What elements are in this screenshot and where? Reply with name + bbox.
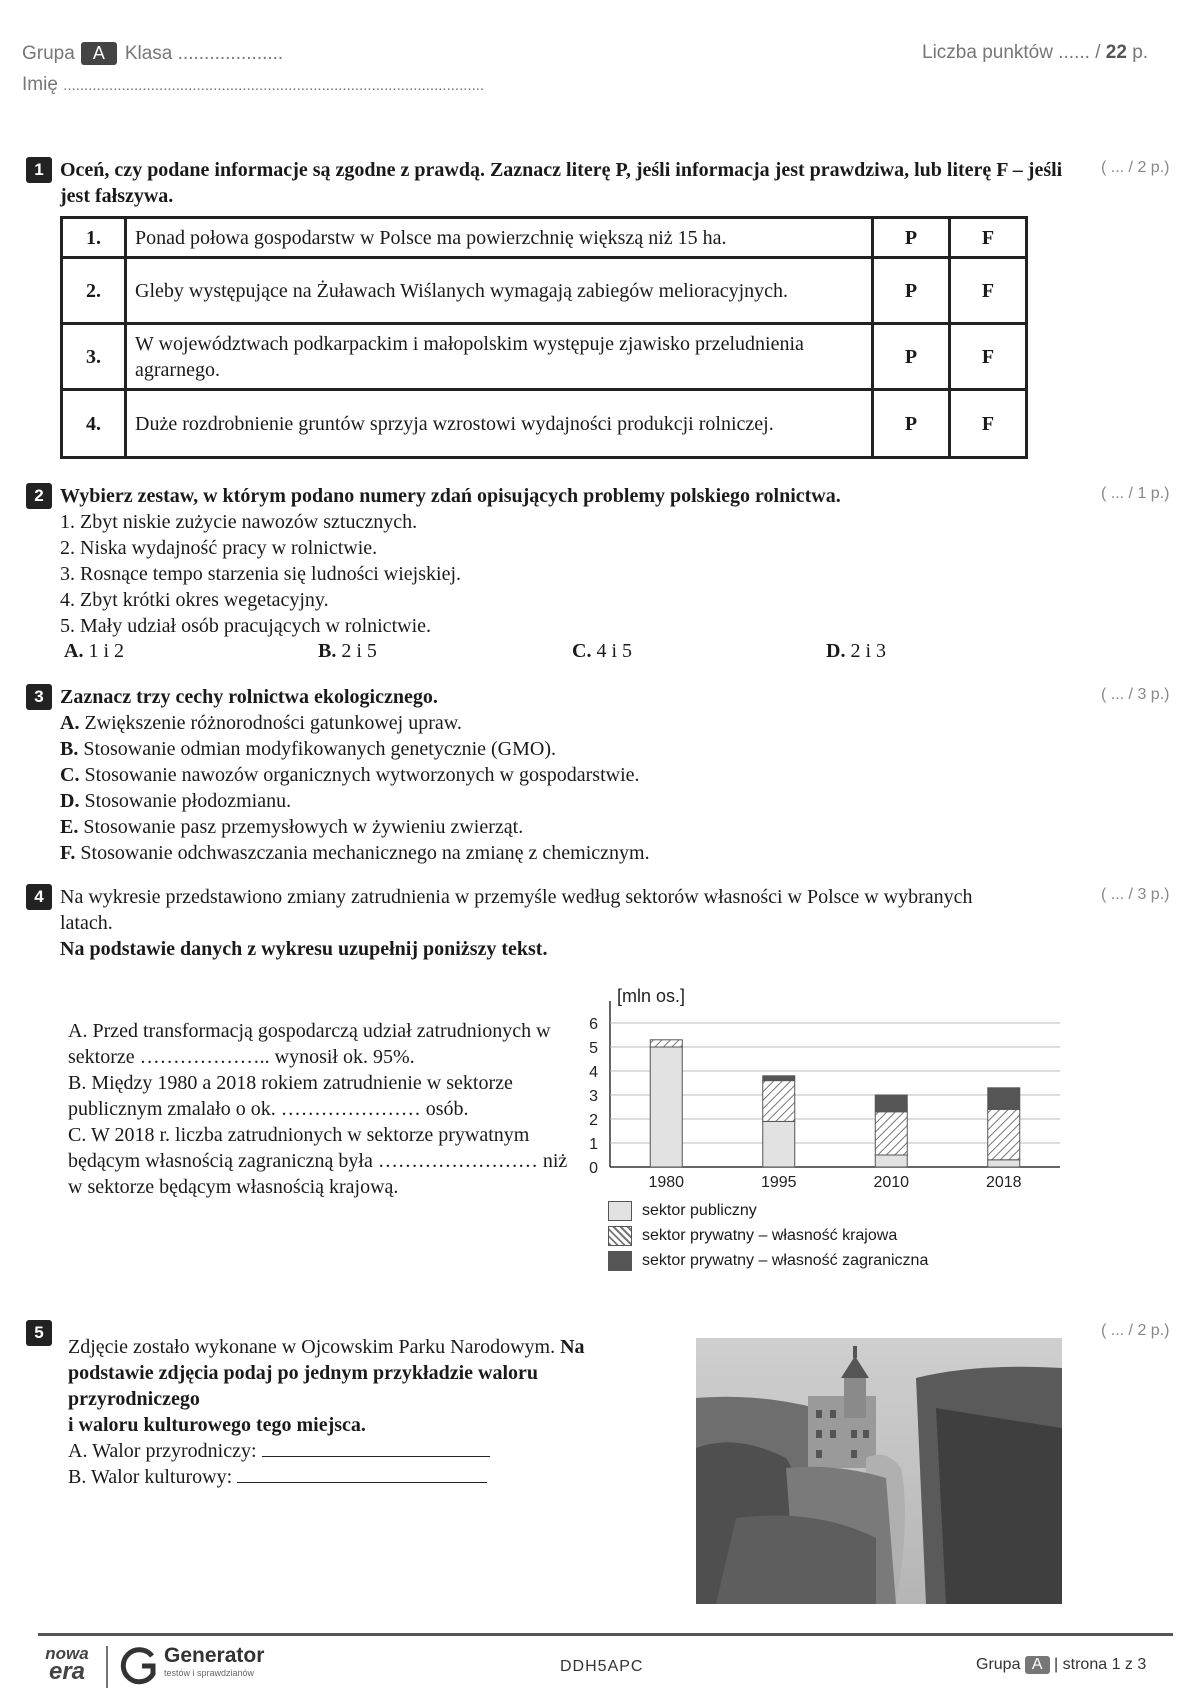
question-5-instruction: przyrodniczego <box>68 1388 200 1410</box>
footer-page-info <box>976 1656 1146 1674</box>
statement-text: Duże rozdrobnienie gruntów sprzyja wzrostowi wydajności produkcji rolniczej. <box>126 390 873 458</box>
legend-swatch-domestic <box>608 1226 632 1246</box>
bar-segment-foreign <box>988 1088 1020 1110</box>
logo-separator <box>106 1646 108 1688</box>
y-axis-label: [mln os.] <box>617 986 686 1006</box>
question-number-5: 5 <box>26 1320 52 1346</box>
answer-option[interactable]: B. Stosowanie odmian modyfikowanych genetycznie (GMO). <box>60 738 557 760</box>
option-false[interactable]: F <box>950 324 1027 390</box>
y-tick-label: 6 <box>589 1016 598 1033</box>
question-5-instruction: podstawie zdjęcia podaj po jednym przykładzie waloru <box>68 1362 538 1384</box>
list-item: 5. Mały udział osób pracujących w rolnictwie. <box>60 615 431 637</box>
answer-option-d[interactable]: D. 2 i 3 <box>826 640 887 662</box>
answer-option[interactable]: F. Stosowanie odchwaszczania mechanicznego na zmianę z chemicznym. <box>60 842 650 864</box>
y-tick-label: 5 <box>589 1040 598 1057</box>
employment-chart <box>560 980 1080 1191</box>
answer-option-c[interactable]: C. 4 i 5 <box>572 640 633 662</box>
option-true[interactable]: P <box>873 390 950 458</box>
row-number: 2. <box>62 258 126 324</box>
y-tick-label: 1 <box>589 1136 598 1153</box>
header-group <box>22 42 283 65</box>
question-1-instruction: Oceń, czy podane informacje są zgodne z prawdą. Zaznacz literę P, jeśli informacja jest prawdziwa, lub literę F – jeśli jest fałszywa. <box>60 159 1063 207</box>
generator-g-icon <box>120 1646 160 1688</box>
question-5-instruction: i waloru kulturowego tego miejsca. <box>68 1414 366 1436</box>
row-number: 4. <box>62 390 126 458</box>
question-4-points: ( ... / 3 p.) <box>1101 886 1170 903</box>
document-code: DDH5APC <box>560 1658 644 1675</box>
question-4-header <box>60 884 1020 962</box>
bar-segment-foreign <box>763 1076 795 1081</box>
row-number: 1. <box>62 218 126 258</box>
group-label: Grupa <box>22 43 75 64</box>
ojcow-castle-photo <box>696 1338 1062 1604</box>
question-3-points: ( ... / 3 p.) <box>1101 686 1170 703</box>
logo-text-bottom: era <box>48 1658 86 1685</box>
y-tick-label: 2 <box>589 1112 598 1129</box>
name-label: Imię <box>22 74 58 95</box>
answer-option[interactable]: A. Zwiększenie różnorodności gatunkowej upraw. <box>60 712 462 734</box>
bar-segment-foreign <box>875 1095 907 1112</box>
legend-swatch-public <box>608 1201 632 1221</box>
question-number-1: 1 <box>26 157 52 183</box>
logo-text-top: nowa <box>45 1644 89 1663</box>
question-4-intro: Na wykresie przedstawiono zmiany zatrudnienia w przemyśle według sektorów własności w Polsce w wybranych latach. <box>60 886 973 934</box>
question-1-points: ( ... / 2 p.) <box>1101 159 1170 176</box>
legend-swatch-foreign <box>608 1251 632 1271</box>
legend-label: sektor publiczny <box>642 1202 757 1219</box>
fill-in-c[interactable]: C. W 2018 r. liczba zatrudnionych w sektorze prywatnym będącym własnością zagraniczną była …………………… niż w sektorze będącym własnością krajową. <box>68 1124 568 1198</box>
question-2-body <box>60 483 1080 639</box>
y-tick-label: 4 <box>589 1064 598 1081</box>
bar-segment-domestic <box>650 1040 682 1047</box>
question-3-instruction: Zaznacz trzy cechy rolnictwa ekologicznego. <box>60 686 438 708</box>
generator-subtitle: testów i sprawdzianów <box>164 1668 255 1678</box>
legend-item <box>608 1200 928 1225</box>
option-true[interactable]: P <box>873 258 950 324</box>
legend-item <box>608 1250 928 1275</box>
x-tick-label: 1980 <box>648 1174 685 1191</box>
question-4-instruction: Na podstawie danych z wykresu uzupełnij poniższy tekst. <box>60 938 548 960</box>
points-suffix: p. <box>1132 42 1149 63</box>
nowa-era-logo <box>40 1644 94 1685</box>
table-row <box>62 390 1027 458</box>
page-number: | strona 1 z 3 <box>1054 1656 1147 1673</box>
list-item: 1. Zbyt niskie zużycie nawozów sztucznych. <box>60 511 418 533</box>
question-2-answers <box>64 640 1064 668</box>
option-false[interactable]: F <box>950 390 1027 458</box>
group-badge: A <box>81 42 117 65</box>
y-tick-label: 0 <box>589 1160 598 1177</box>
legend-label: sektor prywatny – własność krajowa <box>642 1227 898 1244</box>
option-true[interactable]: P <box>873 218 950 258</box>
question-2-instruction: Wybierz zestaw, w którym podano numery zdań opisujących problemy polskiego rolnictwa. <box>60 485 841 507</box>
question-number-2: 2 <box>26 483 52 509</box>
name-field[interactable]: ..................................................................................................... <box>63 77 485 94</box>
question-5-points: ( ... / 2 p.) <box>1101 1322 1170 1339</box>
x-tick-label: 2010 <box>873 1174 910 1191</box>
bar-segment-domestic <box>875 1112 907 1155</box>
question-5-body <box>68 1334 668 1490</box>
bar-segment-domestic <box>763 1081 795 1122</box>
option-false[interactable]: F <box>950 258 1027 324</box>
answer-field-cultural[interactable]: B. Walor kulturowy: <box>68 1464 668 1490</box>
list-item: 2. Niska wydajność pracy w rolnictwie. <box>60 537 378 559</box>
name-row <box>22 74 484 96</box>
footer-group-badge: A <box>1025 1656 1050 1674</box>
answer-option[interactable]: D. Stosowanie płodozmianu. <box>60 790 292 812</box>
bar-segment-public <box>763 1121 795 1167</box>
legend-item <box>608 1225 928 1250</box>
statement-text: W województwach podkarpackim i małopolskim występuje zjawisko przeludnienia agrarnego. <box>126 324 873 390</box>
x-tick-label: 2018 <box>985 1174 1022 1191</box>
x-tick-label: 1995 <box>760 1174 797 1191</box>
class-field[interactable]: Klasa .................... <box>124 43 284 64</box>
fill-in-a[interactable]: A. Przed transformacją gospodarczą udział zatrudnionych w sektorze ……………….. wynosił ok. 95%. <box>68 1020 551 1068</box>
answer-option[interactable]: C. Stosowanie nawozów organicznych wytworzonych w gospodarstwie. <box>60 764 640 786</box>
footer-group-label: Grupa <box>976 1656 1021 1673</box>
question-2-points: ( ... / 1 p.) <box>1101 485 1170 502</box>
question-4-text <box>68 1018 578 1200</box>
table-row <box>62 258 1027 324</box>
bar-segment-public <box>650 1047 682 1167</box>
y-tick-label: 3 <box>589 1088 598 1105</box>
points-total <box>922 42 1148 64</box>
legend-label: sektor prywatny – własność zagraniczna <box>642 1252 929 1269</box>
answer-field-natural[interactable]: A. Walor przyrodniczy: <box>68 1438 668 1464</box>
option-false[interactable]: F <box>950 218 1027 258</box>
points-total-value: 22 <box>1105 42 1127 63</box>
row-number: 3. <box>62 324 126 390</box>
answer-option-b[interactable]: B. 2 i 5 <box>318 640 377 662</box>
list-item: 4. Zbyt krótki okres wegetacyjny. <box>60 589 329 611</box>
bar-segment-domestic <box>988 1109 1020 1159</box>
option-true[interactable]: P <box>873 324 950 390</box>
fill-in-b[interactable]: B. Między 1980 a 2018 rokiem zatrudnienie w sektorze publicznym zmalało o ok. ………………… osób. <box>68 1072 513 1120</box>
generator-title: Generator <box>164 1644 265 1667</box>
answer-option-a[interactable]: A. 1 i 2 <box>64 640 125 662</box>
question-number-3: 3 <box>26 684 52 710</box>
chart-legend <box>608 1200 928 1275</box>
list-item: 3. Rosnące tempo starzenia się ludności wiejskiej. <box>60 563 462 585</box>
bar-segment-public <box>875 1155 907 1167</box>
question-5-intro-line: Zdjęcie zostało wykonane w Ojcowskim Parku Narodowym. Na <box>68 1336 585 1358</box>
question-3-body <box>60 684 1080 866</box>
bar-segment-public <box>988 1160 1020 1167</box>
table-row <box>62 218 1027 258</box>
question-number-4: 4 <box>26 884 52 910</box>
statement-text: Gleby występujące na Żuławach Wiślanych wymagają zabiegów melioracyjnych. <box>126 258 873 324</box>
generator-brand <box>164 1644 264 1678</box>
castle-landscape-image <box>696 1338 1062 1604</box>
true-false-table <box>60 216 1028 459</box>
footer-divider <box>38 1633 1173 1636</box>
points-prefix: Liczba punktów ...... / <box>922 42 1101 63</box>
statement-text: Ponad połowa gospodarstw w Polsce ma powierzchnię większą niż 15 ha. <box>126 218 873 258</box>
table-row <box>62 324 1027 390</box>
answer-option[interactable]: E. Stosowanie pasz przemysłowych w żywieniu zwierząt. <box>60 816 524 838</box>
